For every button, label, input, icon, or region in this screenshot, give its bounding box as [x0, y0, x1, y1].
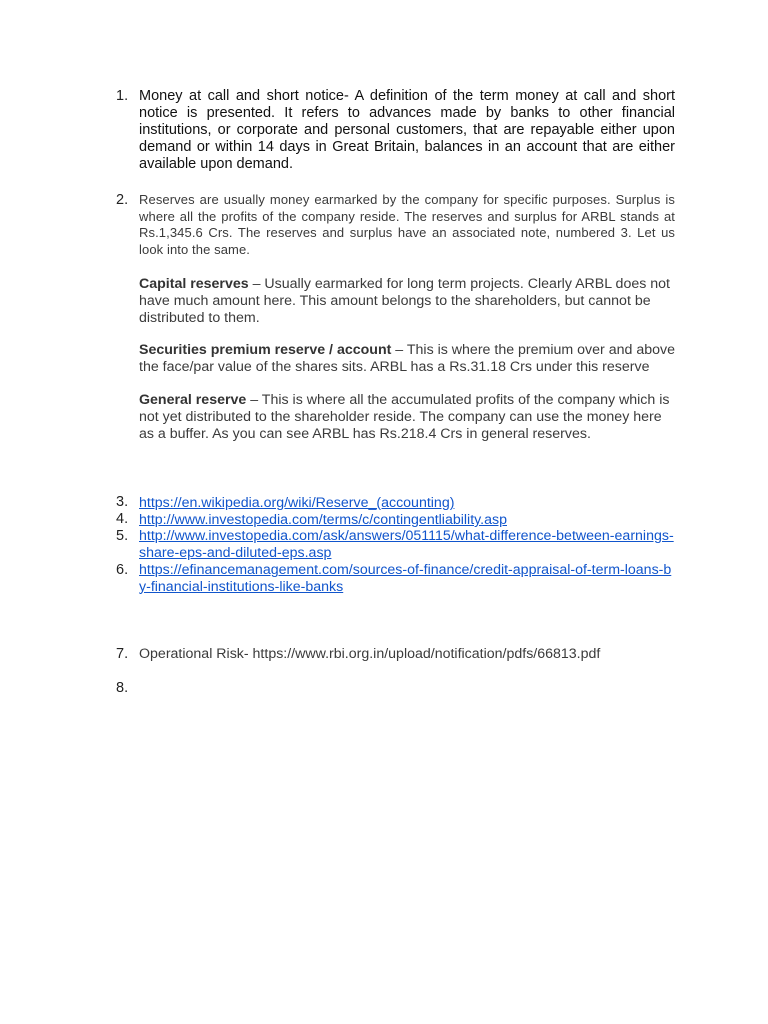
capital-reserves-term: Capital reserves	[139, 276, 249, 292]
capital-reserves-text: – Usually earmarked for long term projects. Clearly ARBL does not have much amount here. This amount belongs to the shareholders, but cannot be distributed to them.	[139, 276, 670, 326]
efinancemanagement-link[interactable]: https://efinancemanagement.com/sources-of-finance/credit-appraisal-of-term-loans-by-financial-institutions-like-banks	[139, 562, 672, 595]
general-reserve-text: – This is where all the accumulated profits of the company which is not yet distributed to the shareholder reside. The company can use the money here as a buffer. As you can see ARBL has Rs.218.4 Crs in general reserves.	[139, 391, 670, 442]
list-item-4	[116, 511, 676, 529]
list-number: 8.	[116, 680, 129, 696]
list-number: 2.	[116, 192, 129, 208]
list-number: 7.	[116, 646, 129, 662]
list-number: 5.	[116, 528, 129, 544]
list-item-1	[116, 88, 676, 173]
general-reserve-paragraph	[139, 392, 675, 442]
list-number: 3.	[116, 494, 129, 510]
securities-premium-text: – This is where the premium over and above the face/par value of the shares sits. ARBL has a Rs.31.18 Crs under this reserve	[139, 342, 675, 376]
list-item-3	[116, 494, 676, 512]
investopedia-eps-link[interactable]: http://www.investopedia.com/ask/answers/051115/what-difference-between-earnings-share-eps-and-diluted-eps.asp	[139, 528, 674, 561]
securities-premium-paragraph	[139, 342, 675, 376]
list-item-6	[116, 562, 676, 596]
general-reserve-term: General reserve	[139, 391, 247, 408]
wikipedia-reserve-link[interactable]: https://en.wikipedia.org/wiki/Reserve_(accounting)	[139, 495, 455, 511]
list-item-7	[116, 646, 676, 663]
operational-risk-text: Operational Risk- https://www.rbi.org.in/upload/notification/pdfs/66813.pdf	[139, 646, 601, 662]
list-item-5	[116, 528, 676, 562]
money-at-call-paragraph: Money at call and short notice- A definition of the term money at call and short notice is presented. It refers to advances made by banks to other financial institutions, or corporate and personal customers, that are repayable either upon demand or within 14 days in Great Britain, balances in an account that are either available upon demand.	[139, 88, 675, 172]
list-number: 4.	[116, 511, 129, 527]
list-item-2	[116, 192, 676, 442]
capital-reserves-paragraph	[139, 276, 675, 326]
reserves-paragraph: Reserves are usually money earmarked by the company for specific purposes. Surplus is where all the profits of the company reside. The reserves and surplus for ARBL stands at Rs.1,345.6 Crs. The reserves and surplus have an associated note, numbered 3. Let us look into the same.	[139, 192, 675, 257]
investopedia-contingent-liability-link[interactable]: http://www.investopedia.com/terms/c/contingentliability.asp	[139, 512, 507, 528]
list-number: 6.	[116, 562, 129, 578]
securities-premium-term: Securities premium reserve / account	[139, 342, 392, 359]
list-number: 1.	[116, 88, 129, 104]
